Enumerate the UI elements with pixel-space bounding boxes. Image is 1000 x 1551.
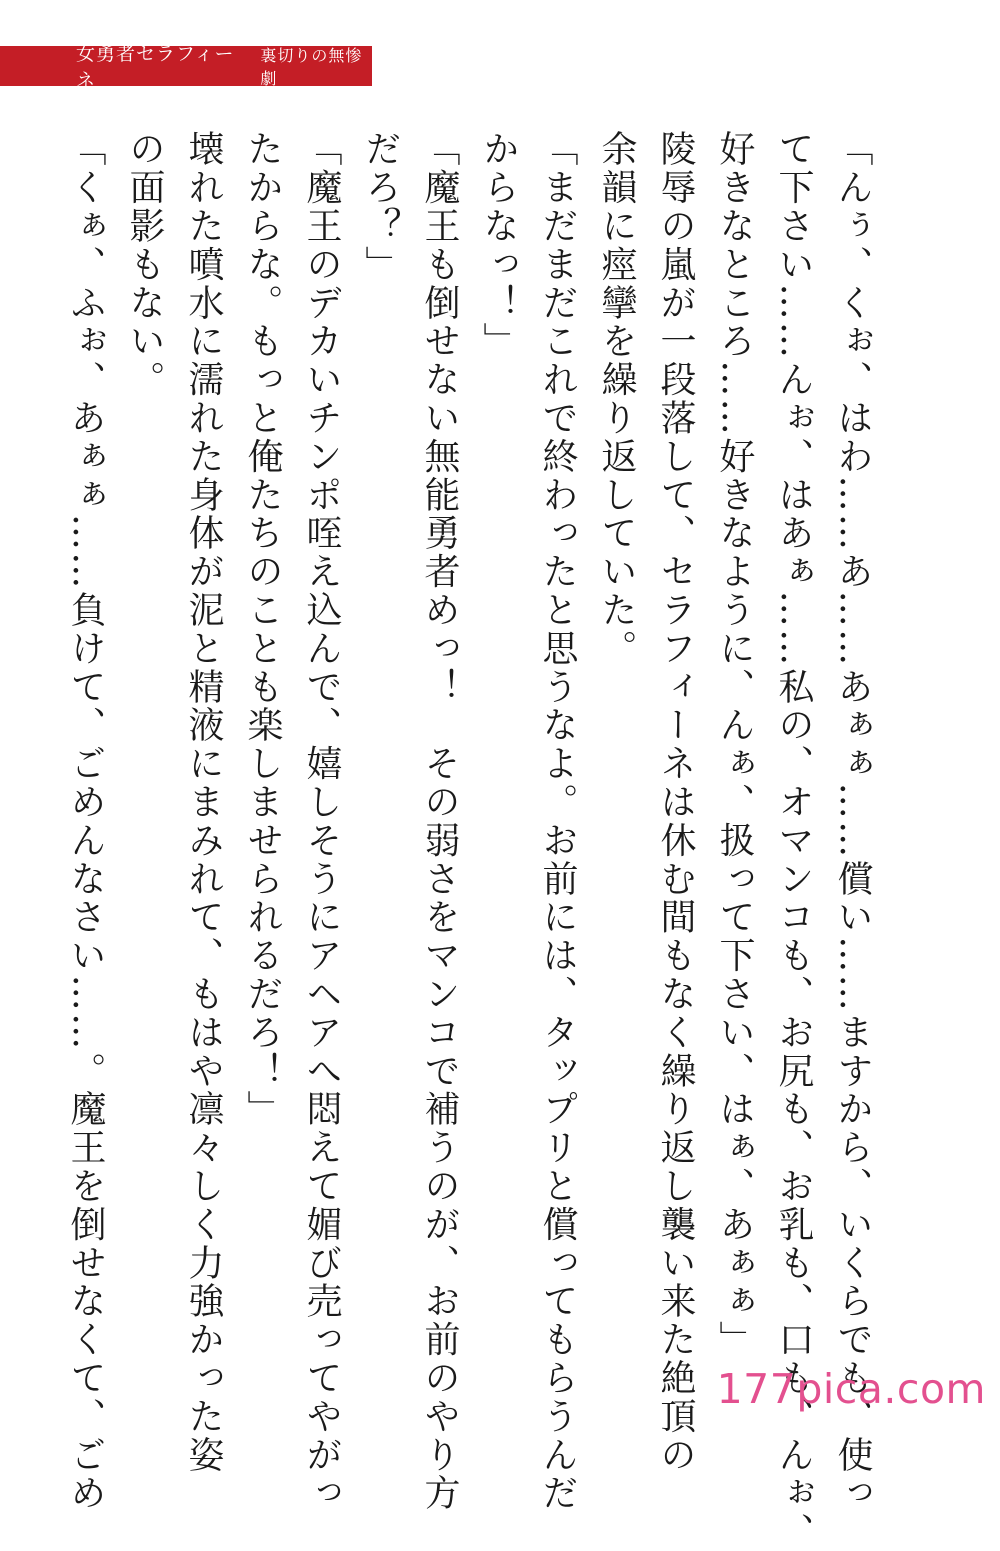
text-line: 好きなところ……好きなように、んぁ、扱って下さい、はぁ、あぁぁ」 bbox=[714, 130, 755, 1359]
text-line: 「まだまだこれで終わったと思うなよ。お前には、タップリと償ってもらうんだ bbox=[537, 130, 578, 1513]
text-line: て下さい……んぉ、はあぁ……私の、オマンコも、お尻も、お乳も、口も、んぉ、 bbox=[773, 130, 814, 1551]
text-line: 「魔王のデカいチンポ咥え込んで、嬉しそうにアヘアへ悶えて媚び売ってやがっ bbox=[301, 130, 342, 1513]
site-watermark: 177pica.com bbox=[716, 1365, 986, 1413]
text-line: 「くぁ、ふぉ、あぁぁ……負けて、ごめんなさい……。魔王を倒せなくて、ごめ bbox=[65, 130, 106, 1513]
book-subtitle: 裏切りの無惨劇 bbox=[260, 46, 363, 88]
text-line: 「んぅ、くぉ、はわ……あ……あぁぁ……償い……ますから、いくらでも、使っ bbox=[832, 130, 873, 1513]
text-line: だろ？」 bbox=[360, 130, 401, 284]
header-bar bbox=[0, 43, 372, 92]
text-line: からなっ！」 bbox=[478, 130, 519, 361]
text-line: 陵辱の嵐が一段落して、セラフィーネは休む間もなく繰り返し襲い来た絶頂の bbox=[655, 130, 696, 1475]
text-line: 壊れた噴水に濡れた身体が泥と精液にまみれて、もはや凛々しく力強かった姿 bbox=[183, 130, 224, 1474]
text-line: 「魔王も倒せない無能勇者めっ！ その弱さをマンコで補うのが、お前のやり方 bbox=[419, 130, 460, 1513]
book-title: 女勇者セラフィーネ bbox=[76, 43, 235, 92]
text-line: たからな。もっと俺たちのことも楽しませられるだろ！」 bbox=[242, 130, 283, 1129]
text-line: の面影もない。 bbox=[124, 130, 165, 399]
text-line: 余韻に痙攣を繰り返していた。 bbox=[596, 130, 637, 668]
